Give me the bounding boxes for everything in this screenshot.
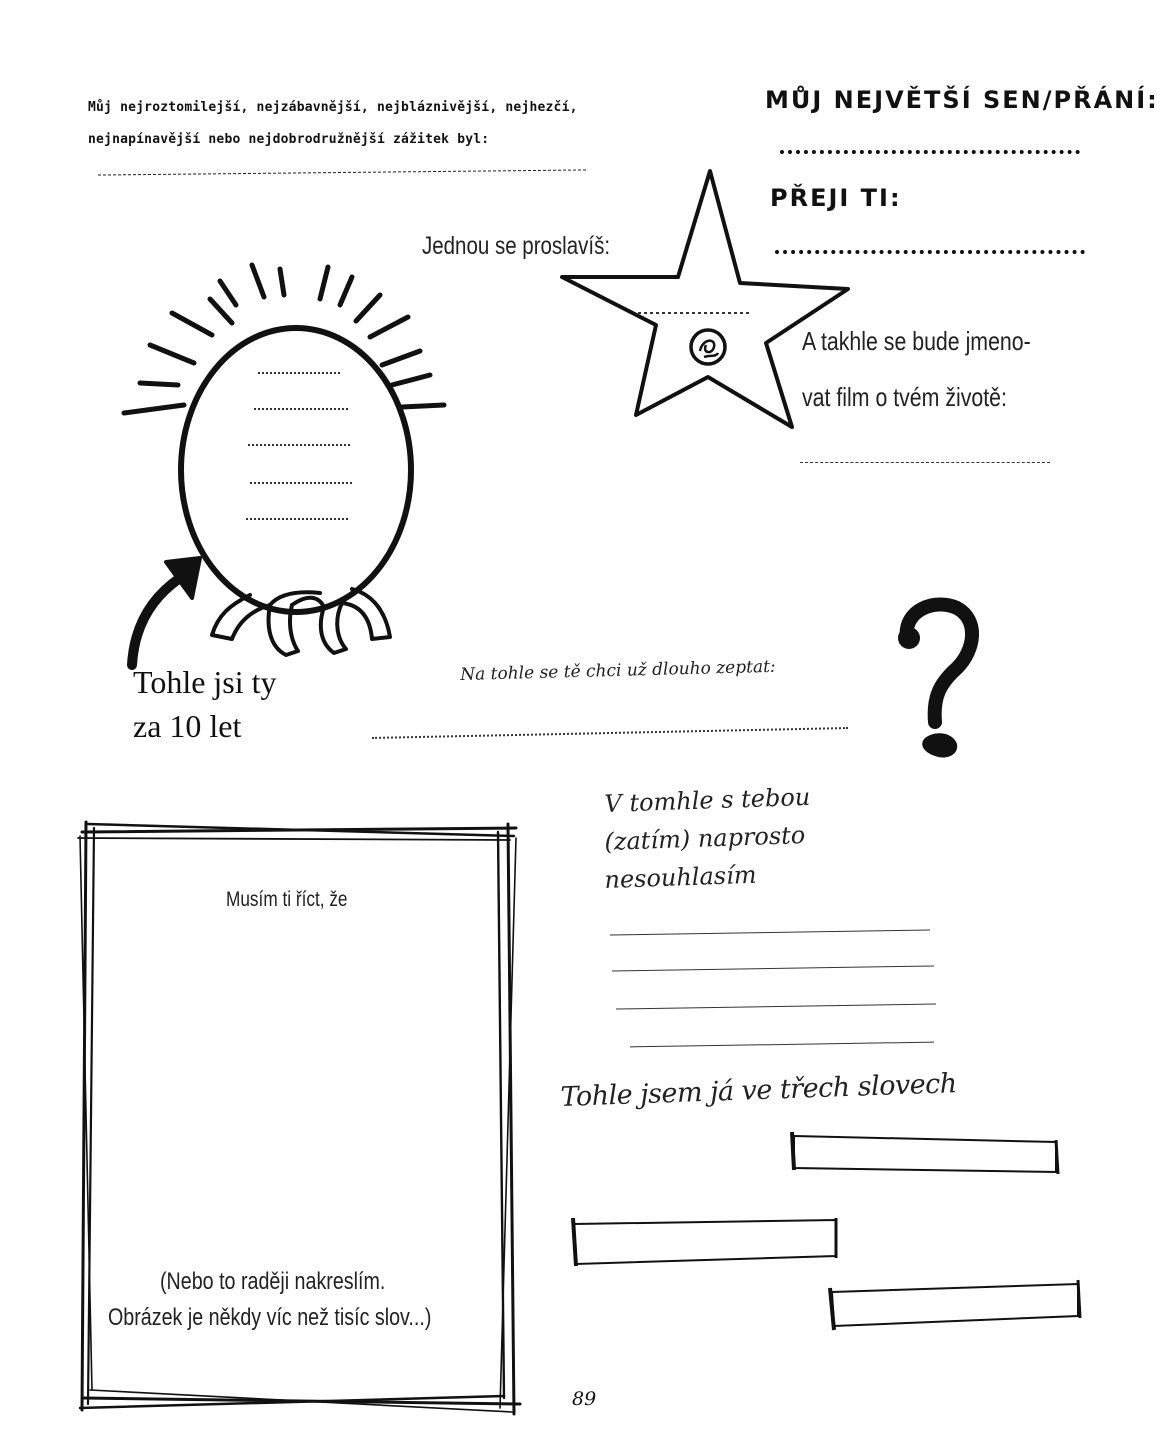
question-prompt: Na tohle se tě chci už dlouho zeptat: [460, 656, 776, 685]
question-answer-line[interactable] [372, 727, 848, 739]
word-box-1[interactable] [788, 1128, 1062, 1178]
question-mark-icon [895, 598, 985, 768]
page-number: 89 [572, 1388, 597, 1410]
dream-answer-line[interactable] [780, 150, 1080, 154]
three-words-title: Tohle jsem já ve třech slovech [560, 1068, 958, 1113]
film-answer-line[interactable] [800, 462, 1050, 463]
future-you-line1: Tohle jsi ty [133, 664, 277, 700]
must-tell-prompt: Musím ti říct, že [226, 888, 348, 911]
experience-prompt-line2: nejnapínavější nebo nejdobrodružnější zážitek byl: [88, 132, 490, 147]
disagree-title-line2: (zatím) naprosto [604, 820, 806, 856]
arrow-up-icon [122, 540, 212, 670]
disagree-line-1[interactable] [610, 929, 930, 935]
disagree-line-4[interactable] [630, 1042, 934, 1048]
film-prompt-line2: vat film o tvém životě: [802, 382, 1007, 412]
disagree-line-2[interactable] [612, 965, 934, 971]
wish-title: PŘEJI TI: [770, 184, 902, 212]
dream-title: MŮJ NEJVĚTŠÍ SEN/PŘÁNÍ: [765, 86, 1159, 114]
disagree-line-3[interactable] [616, 1003, 936, 1009]
must-tell-drawing-area[interactable] [110, 930, 490, 1250]
disagree-title-line3: nesouhlasím [604, 860, 757, 894]
disagree-title-line1: V tomhle s tebou [604, 782, 811, 818]
word-box-2[interactable] [568, 1216, 842, 1270]
word-box-3[interactable] [826, 1280, 1086, 1332]
must-tell-note-line2: Obrázek je někdy víc než tisíc slov...) [108, 1304, 432, 1331]
experience-prompt-line1: Můj nejroztomilejší, nejzábavnější, nejbláznivější, nejhezčí, [88, 100, 578, 115]
future-you-line2: za 10 let [133, 708, 242, 744]
fame-label: Jednou se proslavíš: [422, 232, 611, 260]
film-prompt-line1: A takhle se bude jmeno- [802, 326, 1031, 356]
must-tell-note-line1: (Nebo to raději nakreslím. [160, 1268, 386, 1295]
experience-answer-line[interactable] [98, 169, 586, 175]
